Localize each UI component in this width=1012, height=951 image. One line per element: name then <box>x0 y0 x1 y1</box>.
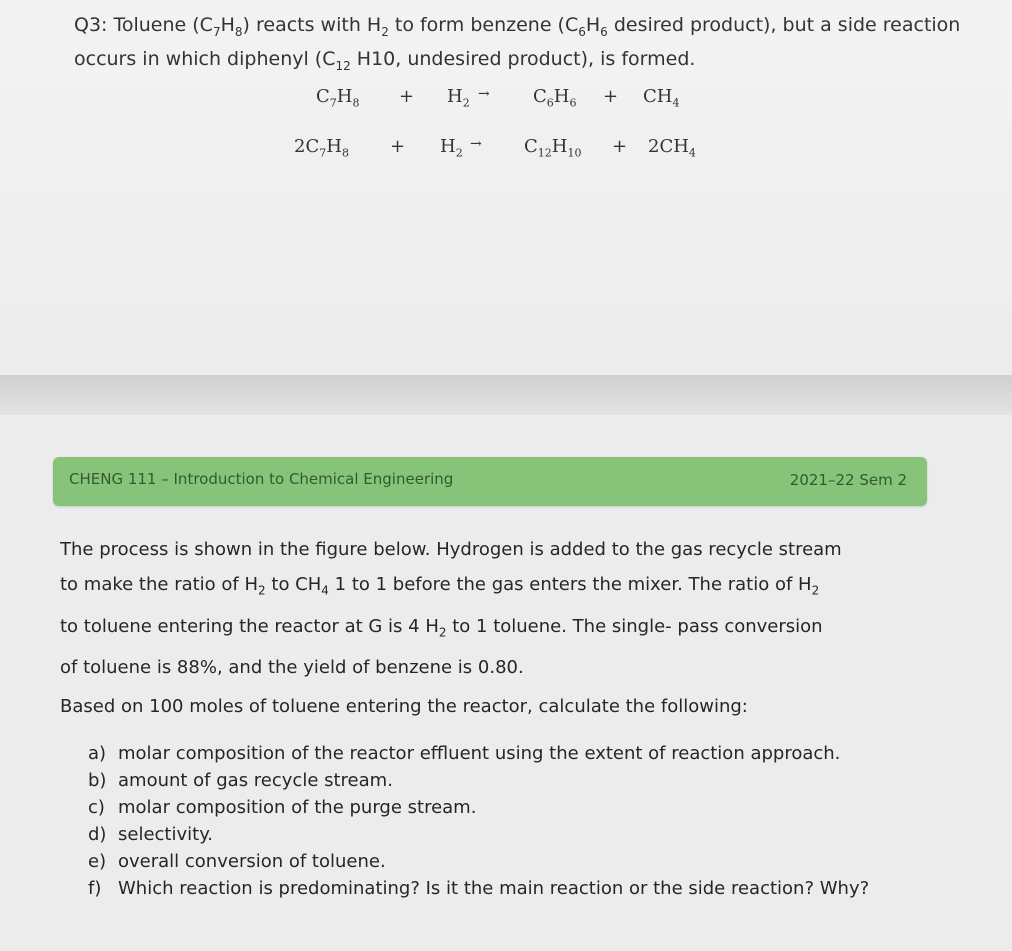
eq1-plus-2: + <box>603 86 619 107</box>
item-text: amount of gas recycle stream. <box>118 770 393 791</box>
eq2-arrow: → <box>470 136 482 152</box>
list-item <box>88 821 968 848</box>
item-label: d) <box>88 824 107 845</box>
item-label: f) <box>88 878 102 899</box>
eq2-reactant-2: $H_2$ <box>440 136 463 160</box>
list-item <box>88 794 968 821</box>
para-line-3: to toluene entering the reactor at G is 4 $H_2$ to 1 toluene. The single- pass conversion <box>60 615 823 640</box>
course-header-bar <box>53 457 927 506</box>
question-text: Q3: Toluene $(C_7H_8)$ reacts with $H_2$ to form benzene ($C_6H_6$ desired product), but a side reaction occurs in which diphenyl ($C_{12}$ H10, undesired product), is formed. <box>74 14 961 73</box>
eq2-product-2: $2CH_4$ <box>648 136 696 160</box>
para-line-2: to make the ratio of $H_2$ to $CH_4$ 1 to 1 before the gas enters the mixer. The ratio of $H_2$ <box>60 574 820 598</box>
item-label: a) <box>88 743 107 764</box>
eq2-plus-2: + <box>612 136 628 157</box>
eq1-product-2: $CH_4$ <box>643 86 680 110</box>
course-title: CHENG 111 – Introduction to Chemical Engineering <box>69 470 454 488</box>
item-label: c) <box>88 797 105 818</box>
semester-label: 2021–22 Sem 2 <box>789 471 907 489</box>
task-intro: Based on 100 moles of toluene entering the reactor, calculate the following: <box>60 696 748 717</box>
item-label: b) <box>88 770 107 791</box>
list-item <box>88 848 968 875</box>
eq2-product-1: $C_{12}H_{10}$ <box>524 136 582 160</box>
item-text: molar composition of the reactor effluent using the extent of reaction approach. <box>118 743 841 764</box>
eq1-plus-1: + <box>399 86 415 107</box>
eq1-product-1: $C_6H_6$ <box>533 86 577 110</box>
item-label: e) <box>88 851 107 872</box>
eq2-plus-1: + <box>390 136 406 157</box>
eq1-arrow: → <box>478 86 490 102</box>
page-divider-band <box>0 375 1012 415</box>
item-text: Which reaction is predominating? Is it the main reaction or the side reaction? Why? <box>118 878 870 899</box>
para-line-1: The process is shown in the figure below. Hydrogen is added to the gas recycle stream <box>60 539 842 560</box>
process-description <box>60 532 930 685</box>
list-item <box>88 767 968 794</box>
eq1-reactant-2: $H_2$ <box>447 86 470 110</box>
item-text: selectivity. <box>118 824 214 845</box>
item-text: molar composition of the purge stream. <box>118 797 477 818</box>
eq2-reactant-1: $2C_7H_8$ <box>294 136 349 160</box>
list-item <box>88 875 968 902</box>
task-list <box>88 740 968 902</box>
item-text: overall conversion of toluene. <box>118 851 386 872</box>
list-item <box>88 740 968 767</box>
para-line-4: of toluene is 88%, and the yield of benzene is 0.80. <box>60 657 524 679</box>
eq1-reactant-1: $C_7H_8$ <box>316 86 360 110</box>
